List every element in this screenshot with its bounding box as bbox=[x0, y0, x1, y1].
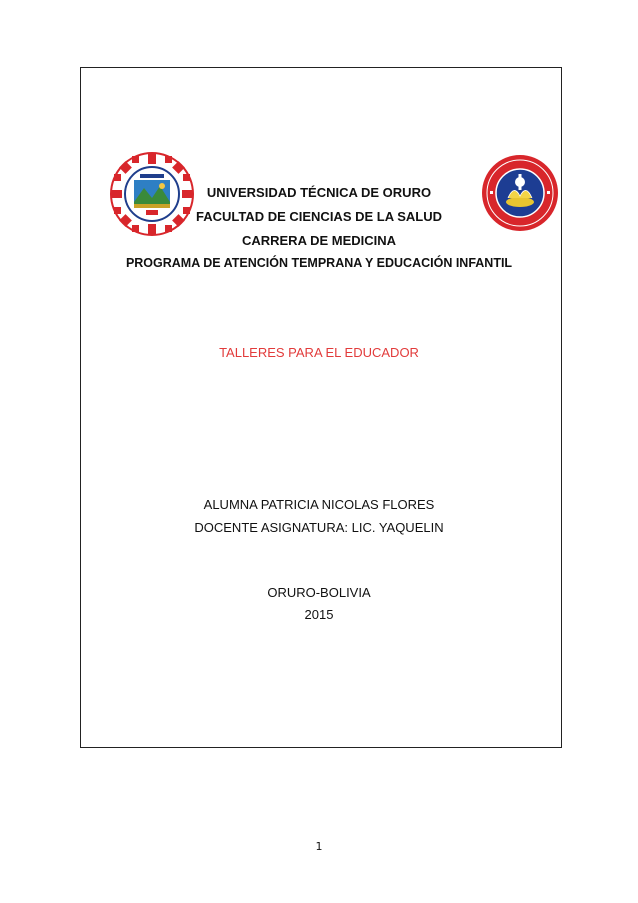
program-name: PROGRAMA DE ATENCIÓN TEMPRANA Y EDUCACIÓN INFANTIL bbox=[125, 256, 513, 270]
teacher-name: DOCENTE ASIGNATURA: LIC. YAQUELIN bbox=[194, 520, 444, 535]
university-name: UNIVERSIDAD TÉCNICA DE ORURO bbox=[206, 185, 432, 200]
page-number: 1 bbox=[315, 840, 323, 853]
student-name: ALUMNA PATRICIA NICOLAS FLORES bbox=[203, 497, 435, 512]
place: ORURO-BOLIVIA bbox=[267, 585, 371, 600]
career-name: CARRERA DE MEDICINA bbox=[241, 233, 397, 248]
year: 2015 bbox=[304, 607, 334, 622]
document-title: TALLERES PARA EL EDUCADOR bbox=[219, 345, 419, 360]
faculty-name: FACULTAD DE CIENCIAS DE LA SALUD bbox=[195, 209, 443, 224]
